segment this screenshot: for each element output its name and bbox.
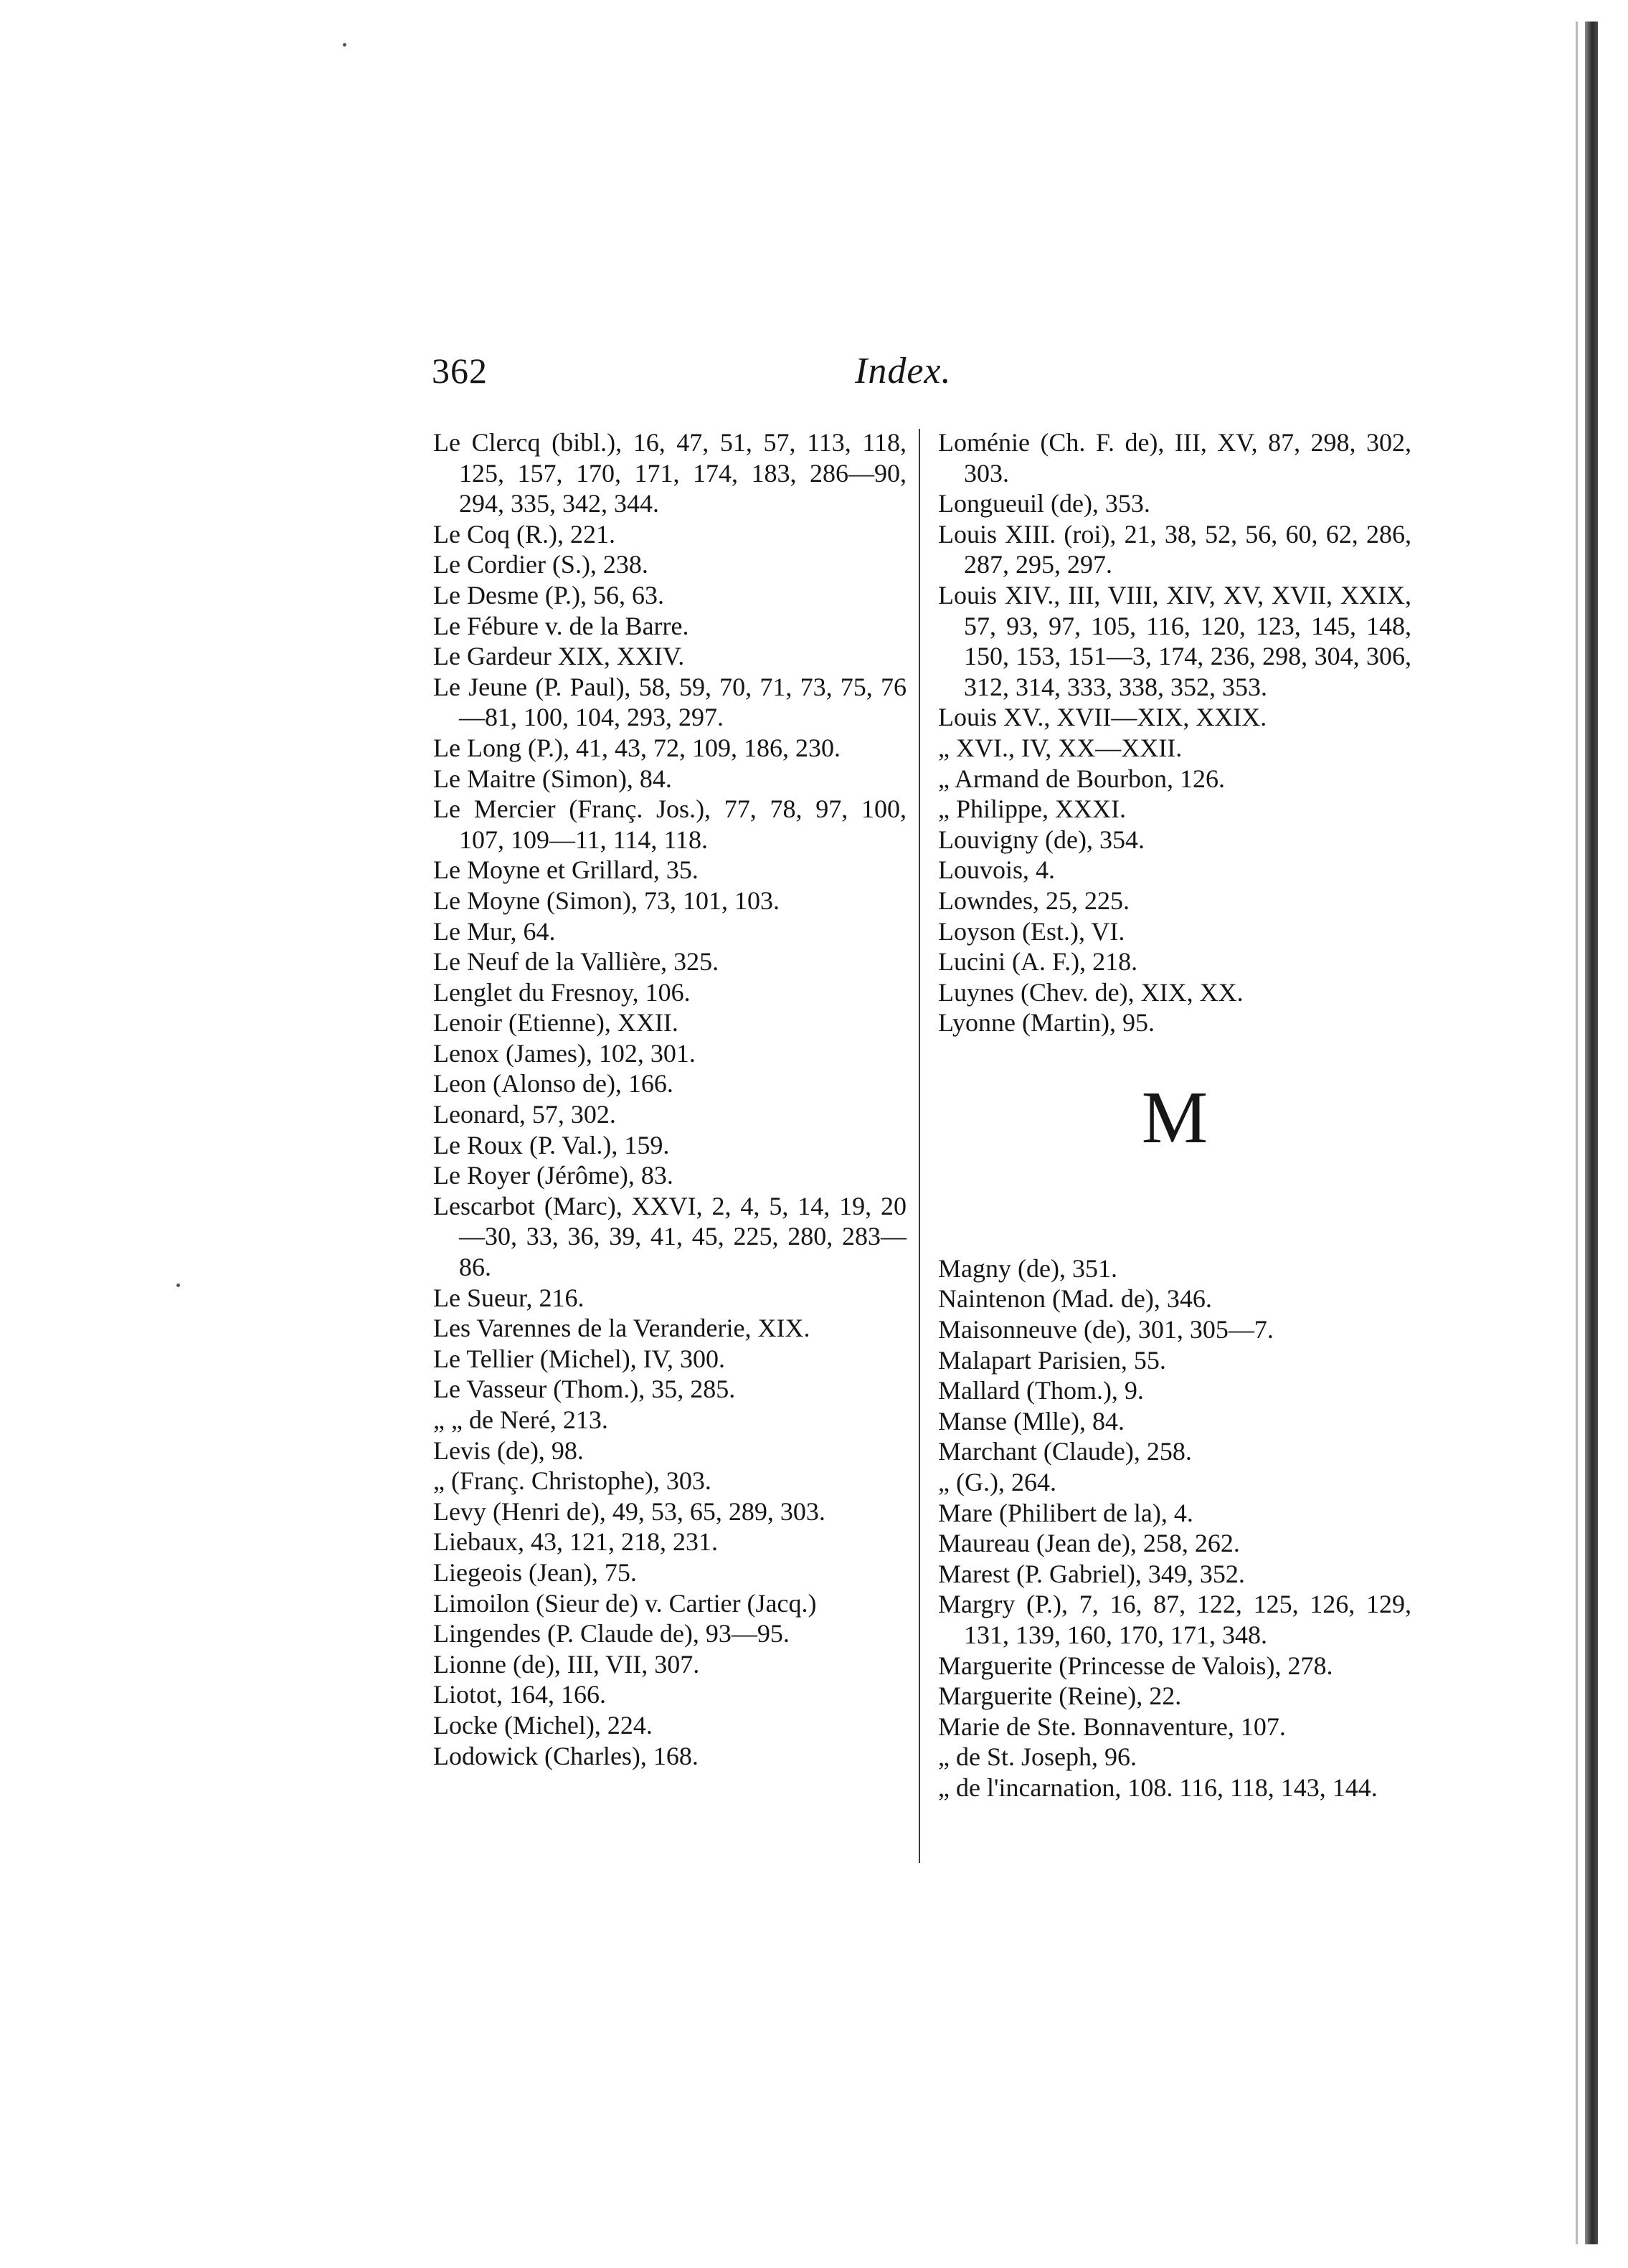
index-entry: Marguerite (Princesse de Valois), 278. [938, 1651, 1333, 1680]
index-entry: Leon (Alonso de), 166. [433, 1069, 673, 1099]
index-entry: Le Sueur, 216. [433, 1283, 585, 1312]
index-entry: Le Vasseur (Thom.), 35, 285. [433, 1375, 736, 1404]
index-entry: Lenoir (Etienne), XXII. [433, 1008, 678, 1038]
index-entry: Lionne (de), III, VII, 307. [433, 1649, 700, 1679]
index-entry: Marguerite (Reine), 22. [938, 1681, 1182, 1711]
index-entry: Lenglet du Fresnoy, 106. [433, 977, 691, 1007]
running-title: Index. [855, 351, 952, 392]
index-entry: Luynes (Chev. de), XIX, XX. [938, 977, 1244, 1007]
index-entry: Limoilon (Sieur de) v. Cartier (Jacq.) [433, 1588, 817, 1618]
page-edge-shadow [1576, 22, 1578, 2244]
index-entry: Liebaux, 43, 121, 218, 231. [433, 1527, 718, 1557]
index-entry: Maureau (Jean de), 258, 262. [938, 1529, 1240, 1558]
index-entry: Levy (Henri de), 49, 53, 65, 289, 303. [433, 1496, 825, 1526]
index-entry: Louvois, 4. [938, 855, 1056, 885]
index-entry: Le Long (P.), 41, 43, 72, 109, 186, 230. [433, 733, 841, 762]
index-entry: Mallard (Thom.), 9. [938, 1376, 1144, 1405]
index-entry: Le Gardeur XIX, XXIV. [433, 642, 685, 671]
index-entry: Louis XIV., III, VIII, XIV, XV, XVII, XXIX, 57, 93, 97, 105, 116, 120, 123, 145, 148, 150, 153, 151—3, 174, 236, 298, 304, 306, 312, 314, 333, 338, 352, 353. [938, 580, 1411, 701]
page-number: 362 [432, 351, 488, 391]
index-entry: Le Fébure v. de la Barre. [433, 611, 689, 640]
index-entry: Le Cordier (S.), 238. [433, 550, 648, 579]
index-entry: Naintenon (Mad. de), 346. [938, 1284, 1212, 1314]
index-entry: Lowndes, 25, 225. [938, 886, 1130, 915]
section-letter-block [938, 1038, 1411, 1253]
section-letter-heading: M [1141, 1076, 1208, 1159]
index-entry: Louis XIII. (roi), 21, 38, 52, 56, 60, 62, 286, 287, 295, 297. [938, 519, 1411, 579]
index-entry: „ XVI., IV, XX—XXII. [938, 733, 1183, 762]
index-entry: „ (Franç. Christophe), 303. [433, 1466, 711, 1496]
index-entry: Le Moyne (Simon), 73, 101, 103. [433, 886, 780, 915]
index-entry: Magny (de), 351. [938, 1253, 1117, 1283]
index-entry: Marie de Ste. Bonnaventure, 107. [938, 1712, 1286, 1741]
index-entry: Locke (Michel), 224. [433, 1710, 653, 1740]
index-entry: Marchant (Claude), 258. [938, 1437, 1192, 1466]
index-entry: Les Varennes de la Veranderie, XIX. [433, 1314, 810, 1343]
index-entry: Le Mercier (Franç. Jos.), 77, 78, 97, 100, 107, 109—11, 114, 118. [433, 794, 907, 854]
index-entry: Lenox (James), 102, 301. [433, 1038, 696, 1068]
index-entry: Lyonne (Martin), 95. [938, 1008, 1155, 1038]
index-entry: Le Desme (P.), 56, 63. [433, 580, 664, 609]
index-entry: Marest (P. Gabriel), 349, 352. [938, 1559, 1245, 1588]
index-entry: Levis (de), 98. [433, 1436, 584, 1465]
index-entry: Lingendes (P. Claude de), 93—95. [433, 1619, 790, 1648]
index-entry: Le Mur, 64. [433, 916, 556, 946]
index-entry: „ „ de Neré, 213. [433, 1405, 608, 1434]
index-entry: Loyson (Est.), VI. [938, 916, 1125, 946]
index-entry: Le Jeune (P. Paul), 58, 59, 70, 71, 73, 75, 76—81, 100, 104, 293, 297. [433, 672, 907, 732]
book-page-edge [1585, 22, 1598, 2244]
index-entry: Maisonneuve (de), 301, 305—7. [938, 1315, 1274, 1344]
index-entry: Le Clercq (bibl.), 16, 47, 51, 57, 113, 118, 125, 157, 170, 171, 174, 183, 286—90, 294, 335, 342, 344. [433, 428, 907, 518]
index-entry: Lescarbot (Marc), XXVI, 2, 4, 5, 14, 19, 20—30, 33, 36, 39, 41, 45, 225, 280, 283—86. [433, 1191, 907, 1282]
index-entry: Le Neuf de la Vallière, 325. [433, 947, 719, 977]
index-entry: „ de St. Joseph, 96. [938, 1742, 1137, 1772]
index-entry: Liegeois (Jean), 75. [433, 1557, 637, 1587]
index-entry: Le Maitre (Simon), 84. [433, 764, 672, 793]
index-entry: Le Roux (P. Val.), 159. [433, 1130, 670, 1159]
index-entry: „ Philippe, XXXI. [938, 794, 1126, 824]
index-entry: Le Royer (Jérôme), 83. [433, 1161, 673, 1190]
index-entry: Mare (Philibert de la), 4. [938, 1498, 1193, 1527]
paper-speck [176, 1284, 180, 1287]
index-entry: Margry (P.), 7, 16, 87, 122, 125, 126, 129, 131, 139, 160, 170, 171, 348. [938, 1590, 1411, 1649]
index-entry: Leonard, 57, 302. [433, 1100, 616, 1129]
index-entry: Lucini (A. F.), 218. [938, 947, 1138, 977]
index-entry: Louis XV., XVII—XIX, XXIX. [938, 703, 1267, 732]
index-entry: Longueuil (de), 353. [938, 489, 1150, 518]
page-header [432, 350, 977, 400]
index-column-right [938, 427, 1411, 1803]
index-entry: Le Coq (R.), 221. [433, 519, 615, 549]
index-column-left [433, 427, 907, 1771]
index-entry: Malapart Parisien, 55. [938, 1345, 1166, 1375]
index-entry: Manse (Mlle), 84. [938, 1406, 1125, 1436]
index-entry: Lodowick (Charles), 168. [433, 1741, 699, 1770]
index-entry: Loménie (Ch. F. de), III, XV, 87, 298, 302, 303. [938, 428, 1411, 488]
paper-speck [343, 43, 346, 47]
index-entry: „ Armand de Bourbon, 126. [938, 764, 1225, 793]
index-entry: „ de l'incarnation, 108. 116, 118, 143, 144. [938, 1773, 1378, 1802]
index-entry: „ (G.), 264. [938, 1468, 1056, 1497]
column-divider [919, 429, 920, 1863]
index-entry: Le Tellier (Michel), IV, 300. [433, 1344, 726, 1373]
index-entry: Louvigny (de), 354. [938, 825, 1145, 854]
index-entry: Liotot, 164, 166. [433, 1680, 606, 1709]
index-entry: Le Moyne et Grillard, 35. [433, 855, 699, 885]
